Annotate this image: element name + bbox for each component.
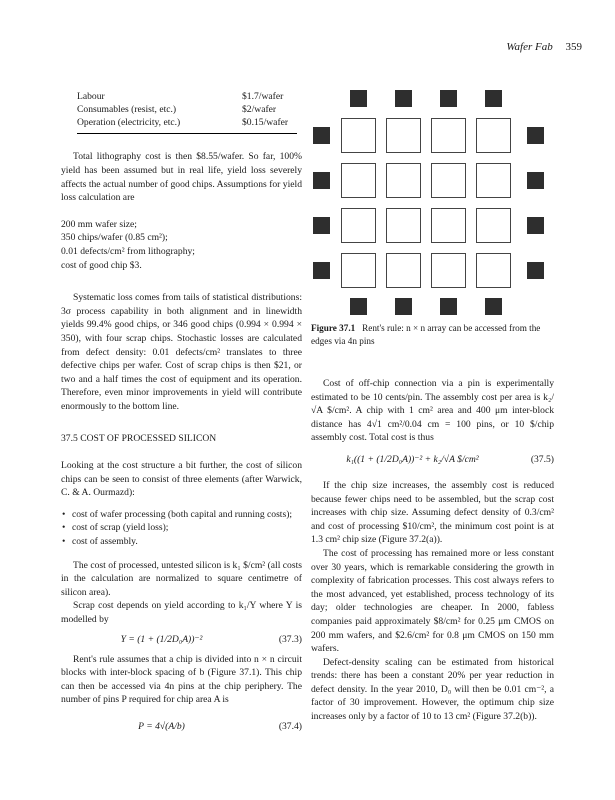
equation-37-5 <box>311 445 554 475</box>
circuit-block <box>476 118 511 153</box>
circuit-block <box>476 208 511 243</box>
paragraph: If the chip size increases, the assembly cost is reduced because fewer chips need to be assembled, but the scrap cost increases with chip size. Assuming defect density of 0.3/cm² and cost of processing $10/cm², the minimum cost point is at 1.3 cm² chip size (Figure 37.2(a)). <box>311 479 554 546</box>
figure-caption-text: Rent's rule: n × n array can be accessed from the edges via 4n pins <box>311 323 541 346</box>
circuit-block <box>386 208 421 243</box>
paragraph: Systematic loss comes from tails of statistical distributions: 3σ process capability in both alignment and in linewidth yields 99.4% good chips, or 346 good chips (0.994 × 0.994 × 350), with four scrap chips. Stochastic losses are calculated from defect density: 0.01 defects/cm² translates to three defective chips per wafer. Cost of scrap chips is then $21, or two and a half times the cost of equipment and its operation. Therefore, even minor improvements in yield will contribute enormously to the bottom line. <box>61 292 302 412</box>
table-row <box>77 89 297 104</box>
pin-icon <box>313 262 330 279</box>
cost-table <box>77 89 297 134</box>
pin-icon <box>527 172 544 189</box>
equation-number: (37.5) <box>530 453 554 465</box>
left-column <box>61 89 302 745</box>
list-item: 200 mm wafer size; <box>61 218 137 230</box>
pin-icon <box>313 127 330 144</box>
equation-number: (37.3) <box>278 633 302 645</box>
table-row <box>77 117 297 134</box>
running-title: Wafer Fab <box>506 41 553 53</box>
running-header <box>506 41 582 53</box>
circuit-block <box>431 253 466 288</box>
figure-caption <box>311 322 551 347</box>
section-heading: 37.5 COST OF PROCESSED SILICON <box>61 433 217 445</box>
cost-value: $1.7/wafer <box>242 91 284 102</box>
circuit-block <box>341 118 376 153</box>
circuit-block <box>341 163 376 198</box>
list-item: • cost of wafer processing (both capital and running costs); <box>72 508 302 522</box>
list-item: cost of good chip $3. <box>61 259 142 271</box>
pin-icon <box>527 262 544 279</box>
equation-expression: P = 4√(A/b) <box>138 720 185 732</box>
pin-icon <box>485 298 502 315</box>
circuit-block <box>341 253 376 288</box>
circuit-block <box>431 118 466 153</box>
circuit-block <box>431 163 466 198</box>
cost-item: Consumables (resist, etc.) <box>77 103 177 115</box>
right-column <box>311 377 554 724</box>
equation-expression: k₁((1 + (1/2D₀A))⁻² + k₂/√A $/cm² <box>346 453 479 465</box>
list-item: • cost of scrap (yield loss); <box>72 521 302 535</box>
circuit-block <box>386 163 421 198</box>
pin-icon <box>395 298 412 315</box>
equation-number: (37.4) <box>278 720 302 732</box>
list-item: 0.01 defects/cm² from lithography; <box>61 245 195 257</box>
figure-label: Figure 37.1 <box>311 323 356 333</box>
paragraph: The cost of processing has remained more or less constant over 30 years, which is remarkable considering the growth in complexity of fabrication processes. This cost always refers to the most advanced, yet established, process technology of its day; older technologies are cheaper. In 2000, fabless companies paid approximately $8/cm² for 0.25 μm CMOS on 200 mm wafers, and $2.6/cm² for 0.8 μm CMOS on 150 mm wafers. <box>311 547 554 655</box>
circuit-block <box>386 253 421 288</box>
circuit-block <box>476 253 511 288</box>
equation-37-3 <box>61 627 302 653</box>
paragraph: Total lithography cost is then $8.55/wafer. So far, 100% yield has been assumed but in real life, yield loss severely affects the actual number of good chips. Assumptions for yield loss calculation are <box>61 151 302 204</box>
pin-icon <box>440 90 457 107</box>
list-item: • cost of assembly. <box>72 535 302 549</box>
pin-icon <box>313 217 330 234</box>
pin-icon <box>395 90 412 107</box>
list-item: 350 chips/wafer (0.85 cm²); <box>61 232 168 244</box>
circuit-block <box>386 118 421 153</box>
bullet-list <box>61 508 302 549</box>
paragraph: Rent's rule assumes that a chip is divided into n × n circuit blocks with inter-block spacing of b (Figure 37.1). This chip can then be accessed via 4n pins at the chip periphery. The number of pins P required for chip area A is <box>61 653 302 706</box>
cost-value: $0.15/wafer <box>242 117 297 134</box>
circuit-block <box>431 208 466 243</box>
paragraph: Looking at the cost structure a bit further, the cost of silicon chips can be seen to consist of three elements (after Warwick, C. & A. Ourmazd): <box>61 460 302 499</box>
pin-icon <box>527 217 544 234</box>
cost-item: Operation (electricity, etc.) <box>77 117 242 134</box>
pin-icon <box>350 90 367 107</box>
equation-37-4 <box>61 707 302 745</box>
paragraph: Scrap cost depends on yield according to k₁/Y where Y is modelled by <box>61 600 302 626</box>
cost-value: $2/wafer <box>242 103 277 115</box>
pin-icon <box>350 298 367 315</box>
pin-icon <box>485 90 502 107</box>
assumptions-list <box>61 218 302 272</box>
equation-expression: Y = (1 + (1/2D₀A))⁻² <box>120 633 203 645</box>
page-number: 359 <box>565 41 582 53</box>
cost-item: Labour <box>77 91 105 102</box>
pin-icon <box>440 298 457 315</box>
rents-rule-figure <box>313 90 555 346</box>
pin-icon <box>527 127 544 144</box>
table-row <box>77 104 297 117</box>
paragraph: Cost of off-chip connection via a pin is experimentally estimated to be 10 cents/pin. The assembly cost per area is k₂/√A $/cm². A chip with 1 cm² area and 400 μm inter-block distance has 4√1 cm²/0.04 cm = 100 pins, or 10 $/chip assembly cost. Total cost is thus <box>311 378 554 444</box>
paragraph: Defect-density scaling can be estimated from historical trends: there has been a constant 20% per year reduction in defect density. In the year 2010, D₀ will then be 0.01 cm⁻², a factor of 30 improvement. However, the optimum chip size increases only by a factor of 10 to 13 cm² (Figure 37.2(b)). <box>311 656 554 723</box>
pin-icon <box>313 172 330 189</box>
circuit-block <box>341 208 376 243</box>
paragraph: The cost of processed, untested silicon is k₁ $/cm² (all costs in the calculation are normalized to square centimetre of silicon area). <box>61 559 302 598</box>
circuit-block <box>476 163 511 198</box>
